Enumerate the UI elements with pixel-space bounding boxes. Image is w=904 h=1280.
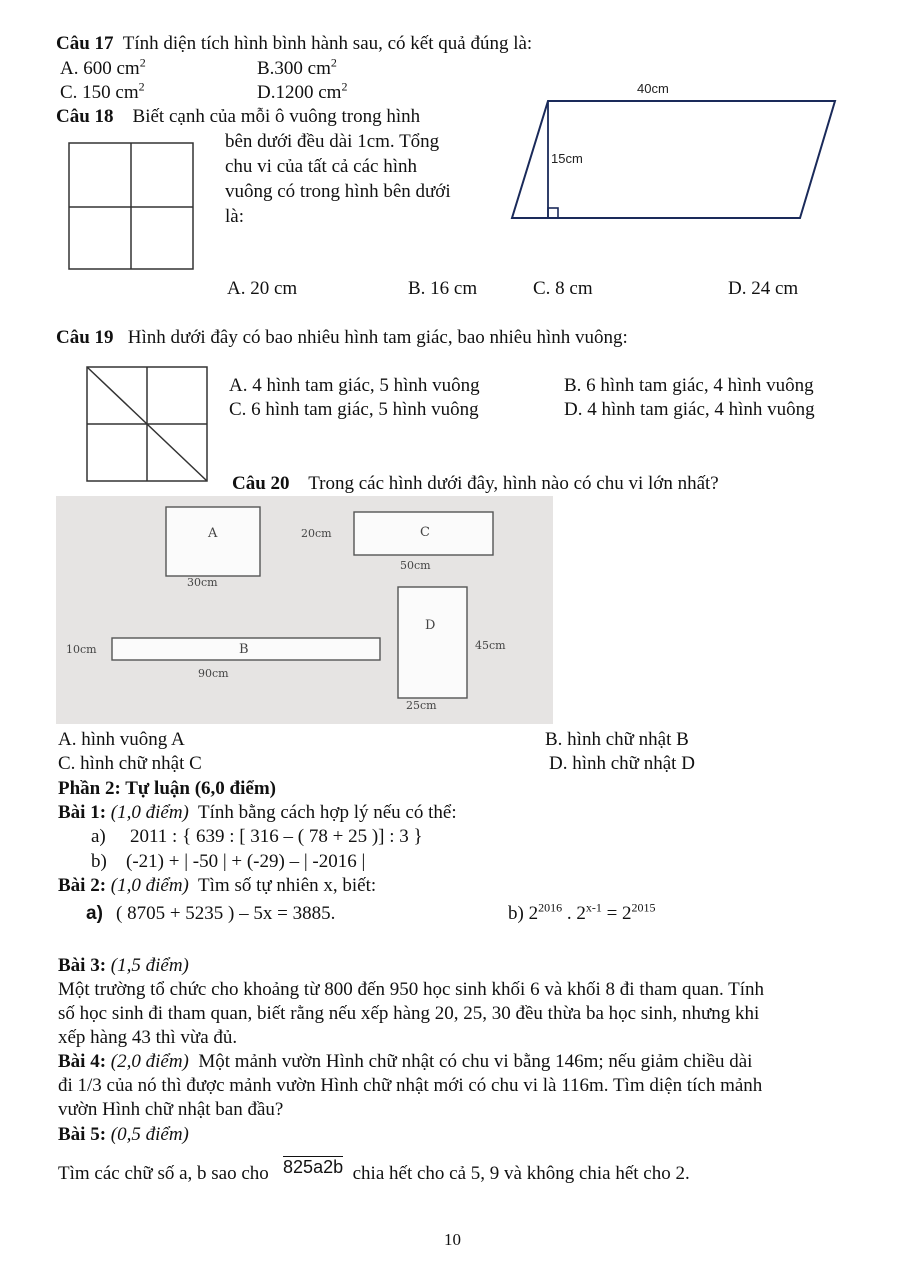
q17-option-d: D.1200 $cm^2$ — [257, 79, 348, 103]
q20-label: Câu 20 — [232, 473, 290, 494]
shape-c-height: 20cm — [301, 527, 332, 540]
q20-option-d: D. hình chữ nhật D — [549, 753, 695, 774]
q18-option-a: A. 20 cm — [227, 278, 298, 299]
shape-d — [398, 587, 467, 698]
q19-option-d: D. 4 hình tam giác, 4 hình vuông — [564, 399, 815, 420]
q18-label: Câu 18 — [56, 106, 114, 127]
bai2-b-expr: b) $2^{2016}$ . $2^{x-1} = 2^{2015}$ — [508, 900, 656, 924]
bai5-heading: Bài 5: (0,5 điểm) — [58, 1124, 189, 1145]
bai1-b-label: b) — [91, 851, 107, 872]
bai3-heading: Bài 3: (1,5 điểm) — [58, 955, 189, 976]
shape-c-label: C — [420, 525, 430, 540]
bai4-line3: vườn Hình chữ nhật ban đầu? — [58, 1099, 284, 1120]
q17-line — [56, 33, 532, 55]
bai5-line: Tìm các chữ số a, b sao cho 825a2b chia hết cho cả 5, 9 và không chia hết cho 2. — [58, 1157, 690, 1184]
q19-line: Câu 19 Hình dưới đây có bao nhiêu hình tam giác, bao nhiêu hình vuông: — [56, 327, 628, 348]
page-number: 10 — [444, 1230, 461, 1249]
shape-b-label: B — [239, 642, 249, 657]
q17-option-b: B.300 $cm^2$ — [257, 55, 337, 79]
bai1-a-expr: 2011 : { 639 : [ 316 – ( 78 + 25 )] : 3 } — [130, 826, 423, 847]
q17-option-a: A. 600 $cm^2$ — [60, 55, 146, 79]
bai1-line: Bài 1: (1,0 điểm) Tính bằng cách hợp lý nếu có thể: — [58, 802, 457, 823]
shape-b-width: 90cm — [198, 667, 229, 680]
q17-option-c: C. 150 $cm^2$ — [60, 79, 145, 103]
q20-line: Câu 20 Trong các hình dưới đây, hình nào có chu vi lớn nhất? — [232, 473, 719, 494]
q20-option-a: A. hình vuông A — [58, 729, 185, 750]
part2-title: Phần 2: Tự luận (6,0 điểm) — [58, 778, 276, 799]
q19-option-c: C. 6 hình tam giác, 5 hình vuông — [229, 399, 479, 420]
q20-option-b: B. hình chữ nhật B — [545, 729, 689, 750]
q19-option-a: A. 4 hình tam giác, 5 hình vuông — [229, 375, 480, 396]
shape-d-label: D — [425, 618, 436, 633]
shape-d-width: 25cm — [406, 699, 437, 712]
parallelogram-figure — [500, 75, 840, 225]
q18-line4: vuông có trong hình bên dưới — [225, 181, 451, 202]
q20-shapes — [56, 496, 553, 724]
bai4-line1: Bài 4: (2,0 điểm) Một mảnh vườn Hình chữ nhật có chu vi bằng 146m; nếu giảm chiều dài — [58, 1051, 753, 1072]
bai3-line2: số học sinh đi tham quan, biết rằng nếu xếp hàng 20, 25, 30 đều thừa ba học sinh, nhưng khi — [58, 1003, 760, 1024]
q18-line2: bên dưới đều dài 1cm. Tổng — [225, 131, 440, 152]
q18-line3: chu vi của tất cả các hình — [225, 156, 418, 177]
q18-line5: là: — [225, 206, 244, 227]
bai3-line3: xếp hàng 43 thì vừa đủ. — [58, 1027, 238, 1048]
q18-option-b: B. 16 cm — [408, 278, 478, 299]
q17-text: Tính diện tích hình bình hành sau, có kết quả đúng là: — [122, 33, 533, 54]
bai2-a-label: a) — [86, 903, 103, 924]
shape-a-label: A — [208, 526, 218, 541]
q17-label: Câu 17 — [56, 33, 114, 54]
overlined-number: 825a2b — [283, 1157, 344, 1177]
shape-a-side: 30cm — [187, 576, 218, 589]
q19-option-b: B. 6 hình tam giác, 4 hình vuông — [564, 375, 814, 396]
bai3-line1: Một trường tổ chức cho khoảng từ 800 đến 950 học sinh khối 6 và khối 8 đi tham quan. Tính — [58, 979, 765, 1000]
bai4-line2: đi 1/3 của nó thì được mảnh vườn Hình chữ nhật mới có chu vi là 116m. Tìm diện tích mảnh — [58, 1075, 763, 1096]
bai1-a-label: a) — [91, 826, 106, 847]
top-side-label: 40cm — [637, 81, 669, 96]
q19-label: Câu 19 — [56, 327, 114, 348]
q20-photo — [56, 496, 553, 724]
q18-line1: Câu 18 Biết cạnh của mỗi ô vuông trong hình — [56, 106, 421, 127]
q18-grid-figure — [68, 142, 196, 272]
shape-b-height: 10cm — [66, 643, 97, 656]
q19-grid-figure — [86, 366, 210, 484]
shape-c-width: 50cm — [400, 559, 431, 572]
bai2-a-expr: ( 8705 + 5235 ) – 5x = 3885. — [116, 903, 336, 924]
shape-a — [166, 507, 260, 576]
bai1-b-expr: (-21) + | -50 | + (-29) – | -2016 | — [126, 851, 366, 872]
shape-d-height: 45cm — [475, 639, 506, 652]
right-angle-mark — [548, 208, 558, 218]
q18-option-d: D. 24 cm — [728, 278, 799, 299]
q20-option-c: C. hình chữ nhật C — [58, 753, 202, 774]
height-label: 15cm — [551, 151, 583, 166]
q18-option-c: C. 8 cm — [533, 278, 593, 299]
bai2-line: Bài 2: (1,0 điểm) Tìm số tự nhiên x, biết: — [58, 875, 377, 896]
